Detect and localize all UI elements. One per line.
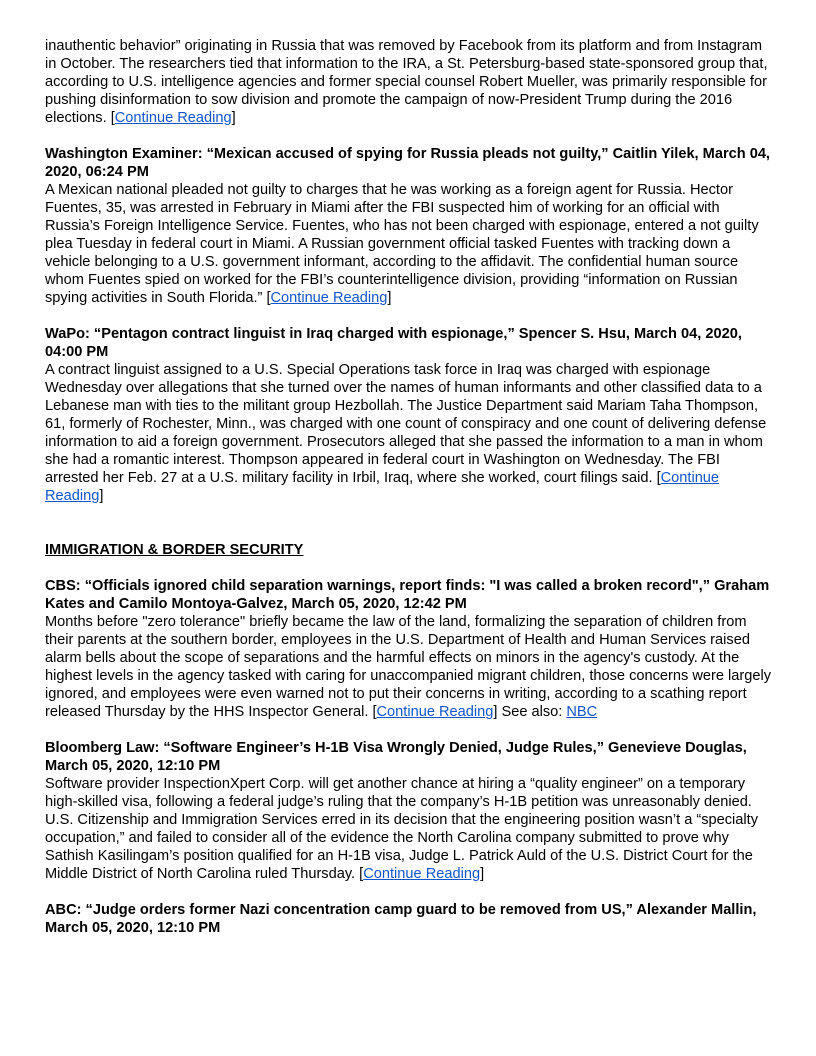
article-text: A contract linguist assigned to a U.S. Special Operations task force in Iraq was charged with espionage Wednesday over allegations that she turned over the names of human informants and other classified data to a Lebanese man with ties to the militant group Hezbollah. The Justice Department said Mariam Taha Thompson, 61, formerly of Rochester, Minn., was charged with one count of conspiracy and one count of delivering defense information to aid a foreign government. Prosecutors alleged that she passed the information to a man in whom she had a romantic interest. Thompson appeared in federal court in Washington on Wednesday. The FBI arrested her Feb. 27 at a U.S. military facility in Irbil, Iraq, where she worked, court filings said. [45, 362, 767, 486]
article-abc [45, 901, 773, 937]
article-cbs [45, 577, 773, 721]
article-headline: CBS: “Officials ignored child separation warnings, report finds: "I was called a broken record",” Graham Kates and Camilo Montoya-Galvez, March 05, 2020, 12:42 PM [45, 578, 770, 612]
article-body: A contract linguist assigned to a U.S. Special Operations task force in Iraq was charged with espionage Wednesday over allegations that she turned over the names of human informants and other classified data to a Lebanese man with ties to the militant group Hezbollah. The Justice Department said Mariam Taha Thompson, 61, formerly of Rochester, Minn., was charged with one count of conspiracy and one count of delivering defense information to aid a foreign government. Prosecutors alleged that she passed the information to a man in whom she had a romantic interest. Thompson appeared in federal court in Washington on Wednesday. The FBI arrested her Feb. 27 at a U.S. military facility in Irbil, Iraq, where she worked, court filings said. [Continue Reading] [45, 362, 767, 504]
see-also-label: See also: [501, 704, 563, 720]
article-text: A Mexican national pleaded not guilty to charges that he was working as a foreign agent for Russia. Hector Fuentes, 35, was arrested in February in Miami after the FBI suspected him of working for an official with Russia’s Foreign Intelligence Service. Fuentes, who has not been charged with espionage, entered a not guilty plea Tuesday in federal court in Miami. A Russian government official tasked Fuentes with tracking down a vehicle belonging to a U.S. government informant, according to the affidavit. The confidential human source whom Fuentes spied on worked for the FBI’s counterintelligence division, providing “information on Russian spying activities in South Florida.” [45, 182, 759, 306]
article-headline: Washington Examiner: “Mexican accused of spying for Russia pleads not guilty,” Caitlin Yilek, March 04, 2020, 06:24 PM [45, 146, 770, 180]
intro-text: inauthentic behavior” originating in Russia that was removed by Facebook from its platform and from Instagram in October. The researchers tied that information to the IRA, a St. Petersburg-based state-sponsored group that, according to U.S. intelligence agencies and former special counsel Robert Mueller, was primarily responsible for pushing disinformation to sow division and promote the campaign of now-President Trump during the 2016 elections. [45, 38, 768, 126]
document-page [45, 37, 773, 955]
article-headline: ABC: “Judge orders former Nazi concentration camp guard to be removed from US,” Alexander Mallin, March 05, 2020, 12:10 PM [45, 902, 757, 936]
article-body: Software provider InspectionXpert Corp. will get another chance at hiring a “quality engineer” on a temporary high-skilled visa, following a federal judge’s ruling that the company’s H-1B petition was unreasonably denied. U.S. Citizenship and Immigration Services erred in its decision that the engineering position wasn’t a “specialty occupation,” and failed to consider all of the evidence the North Carolina company submitted to prove why Sathish Kasilingam’s position qualified for an H-1B visa, Judge L. Patrick Auld of the U.S. District Court for the Middle District of North Carolina ruled Thursday. [Continue Reading] [45, 776, 759, 882]
article-washington-examiner [45, 145, 773, 307]
continue-reading-link[interactable]: Continue Reading [376, 704, 494, 720]
article-headline: Bloomberg Law: “Software Engineer’s H-1B Visa Wrongly Denied, Judge Rules,” Genevieve Douglas, March 05, 2020, 12:10 PM [45, 740, 747, 774]
continue-reading-link[interactable]: Continue Reading [270, 290, 388, 306]
article-wapo [45, 325, 773, 505]
article-text: Software provider InspectionXpert Corp. will get another chance at hiring a “quality engineer” on a temporary high-skilled visa, following a federal judge’s ruling that the company’s H-1B petition was unreasonably denied. U.S. Citizenship and Immigration Services erred in its decision that the engineering position wasn’t a “specialty occupation,” and failed to consider all of the evidence the North Carolina company submitted to prove why Sathish Kasilingam’s position qualified for an H-1B visa, Judge L. Patrick Auld of the U.S. District Court for the Middle District of North Carolina ruled Thursday. [45, 776, 759, 882]
continue-reading-link[interactable]: Continue Reading [45, 470, 720, 504]
continue-reading-link[interactable]: Continue Reading [114, 110, 232, 126]
continue-reading-link[interactable]: Continue Reading [363, 866, 481, 882]
intro-paragraph: inauthentic behavior” originating in Russia that was removed by Facebook from its platform and from Instagram in October. The researchers tied that information to the IRA, a St. Petersburg-based state-sponsored group that, according to U.S. intelligence agencies and former special counsel Robert Mueller, was primarily responsible for pushing disinformation to sow division and promote the campaign of now-President Trump during the 2016 elections. [Continue Reading] [45, 38, 768, 126]
section-heading-immigration: IMMIGRATION & BORDER SECURITY [45, 542, 304, 558]
see-also-nbc-link[interactable]: NBC [566, 704, 598, 720]
article-body: Months before "zero tolerance" briefly became the law of the land, formalizing the separation of children from their parents at the southern border, employees in the U.S. Department of Health and Human Services raised alarm bells about the scope of separations and the harmful effects on minors in the agency's custody. At the highest levels in the agency tasked with caring for unaccompanied migrant children, those concerns were largely ignored, and employees were even warned not to put their concerns in writing, according to a scathing report released Thursday by the HHS Inspector General. [Continue Reading] See also: NBC [45, 614, 772, 720]
article-body: A Mexican national pleaded not guilty to charges that he was working as a foreign agent for Russia. Hector Fuentes, 35, was arrested in February in Miami after the FBI suspected him of working for an official with Russia’s Foreign Intelligence Service. Fuentes, who has not been charged with espionage, entered a not guilty plea Tuesday in federal court in Miami. A Russian government official tasked Fuentes with tracking down a vehicle belonging to a U.S. government informant, according to the affidavit. The confidential human source whom Fuentes spied on worked for the FBI’s counterintelligence division, providing “information on Russian spying activities in South Florida.” [Continue Reading] [45, 182, 759, 306]
article-bloomberg-law [45, 739, 773, 883]
article-headline: WaPo: “Pentagon contract linguist in Iraq charged with espionage,” Spencer S. Hsu, March 04, 2020, 04:00 PM [45, 326, 742, 360]
article-text: Months before "zero tolerance" briefly became the law of the land, formalizing the separation of children from their parents at the southern border, employees in the U.S. Department of Health and Human Services raised alarm bells about the scope of separations and the harmful effects on minors in the agency's custody. At the highest levels in the agency tasked with caring for unaccompanied migrant children, those concerns were largely ignored, and employees were even warned not to put their concerns in writing, according to a scathing report released Thursday by the HHS Inspector General. [45, 614, 772, 720]
